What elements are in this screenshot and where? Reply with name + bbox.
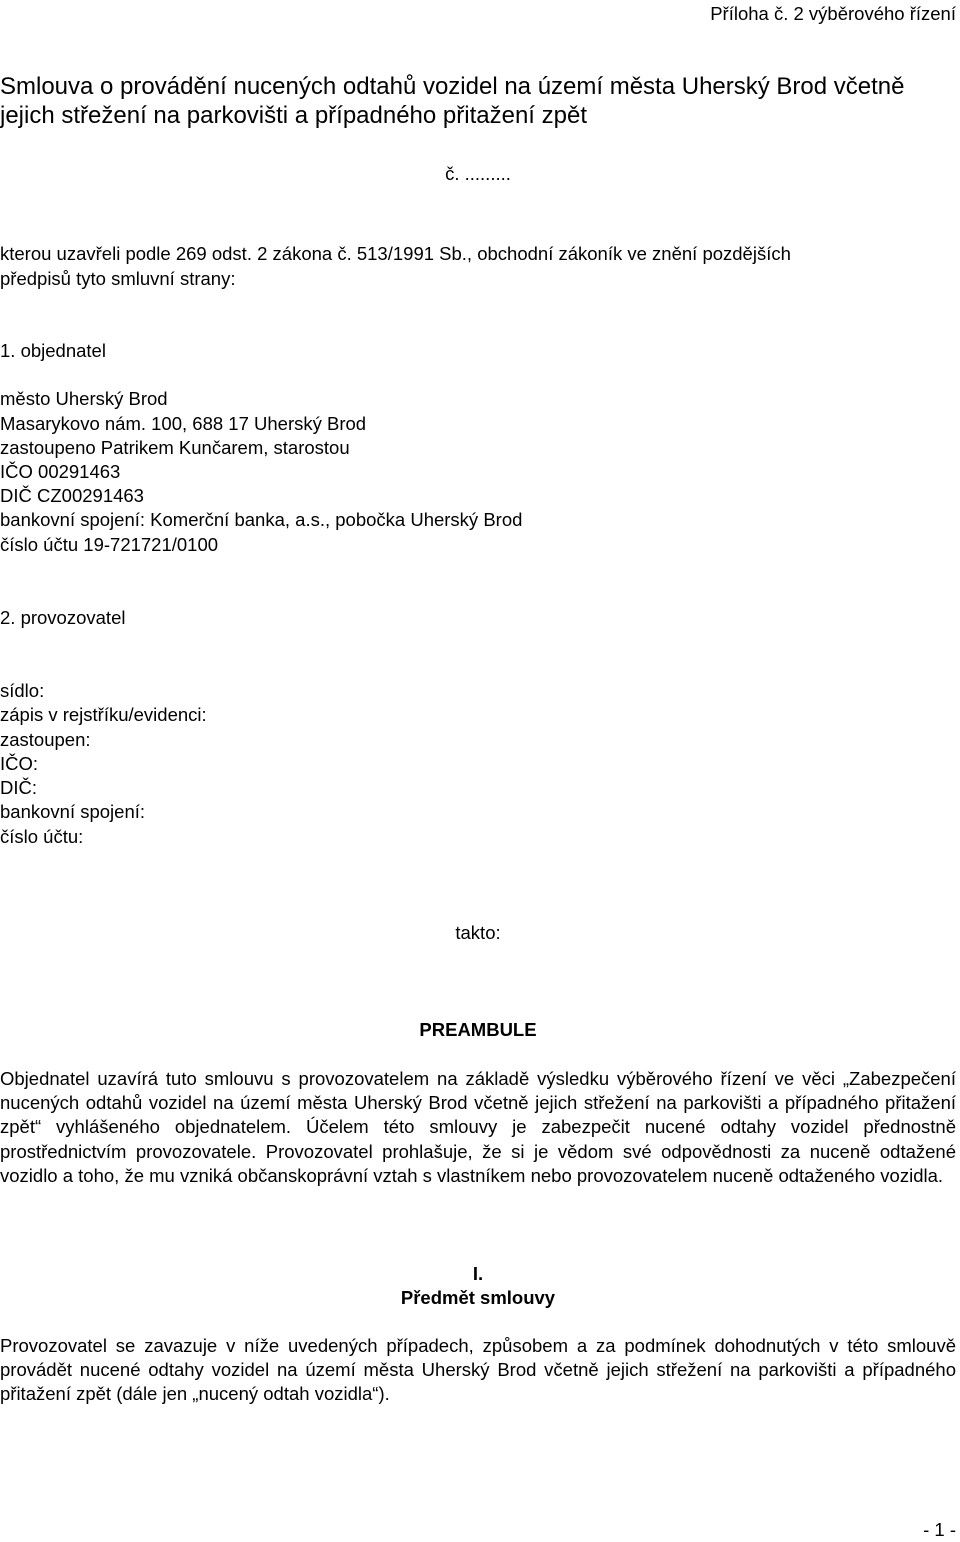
- title-line-2: jejich střežení na parkovišti a případného přitažení zpět: [0, 102, 588, 129]
- party1-line: DIČ CZ00291463: [0, 485, 144, 506]
- preamble-heading: PREAMBULE: [419, 1019, 537, 1040]
- page-number: - 1 -: [923, 1519, 956, 1540]
- title-line-1: Smlouva o provádění nucených odtahů vozidel na území města Uherský Brod včetně: [0, 73, 905, 100]
- party1-line: bankovní spojení: Komerční banka, a.s., pobočka Uherský Brod: [0, 509, 523, 530]
- intro-line-1: kterou uzavřeli podle 269 odst. 2 zákona č. 513/1991 Sb., obchodní zákoník ve znění pozdějších: [0, 243, 791, 264]
- party1-line: zastoupeno Patrikem Kunčarem, starostou: [0, 437, 350, 458]
- section-number: I.: [472, 1263, 484, 1284]
- party2-line: číslo účtu:: [0, 826, 84, 847]
- attachment-label: Příloha č. 2 výběrového řízení: [710, 3, 956, 24]
- party1-heading: 1. objednatel: [0, 340, 106, 361]
- intro-line-2: předpisů tyto smluvní strany:: [0, 268, 236, 289]
- preamble-text: Objednatel uzavírá tuto smlouvu s provozovatelem na základě výsledku výběrového řízení ve věci „Zabezpečení nucených odtahů vozidel na území města Uherský Brod včetně jejich střežení na parkovišti a případného přitažení zpět“ vyhlášeného objednatelem. Účelem této smlouvy je zabezpečit nucené odtahy vozidel přednostně prostřednictvím provozovatele. Provozovatel prohlašuje, že si je vědom své odpovědnosti za nuceně odtažené vozidlo a toho, že mu vzniká občanskoprávní vztah s vlastníkem nebo provozovatelem nuceně odtaženého vozidla.: [0, 1068, 956, 1186]
- party1-line: číslo účtu 19-721721/0100: [0, 534, 219, 555]
- party2-line: zápis v rejstříku/evidenci:: [0, 704, 207, 725]
- takto-label: takto:: [455, 922, 501, 943]
- party1-line: město Uherský Brod: [0, 388, 168, 409]
- party2-line: DIČ:: [0, 777, 37, 798]
- contract-number: č. .........: [445, 163, 511, 184]
- party2-heading: 2. provozovatel: [0, 607, 126, 628]
- party1-line: IČO 00291463: [0, 461, 121, 482]
- party2-line: zastoupen:: [0, 729, 91, 750]
- party2-line: bankovní spojení:: [0, 801, 146, 822]
- party2-line: IČO:: [0, 753, 39, 774]
- party2-line: sídlo:: [0, 680, 45, 701]
- section-heading: Předmět smlouvy: [400, 1287, 556, 1308]
- party1-line: Masarykovo nám. 100, 688 17 Uherský Brod: [0, 413, 367, 434]
- section-text: Provozovatel se zavazuje v níže uvedených případech, způsobem a za podmínek dohodnutých v této smlouvě provádět nucené odtahy vozidel na území města Uherský Brod včetně jejich střežení na parkovišti a případného přitažení zpět (dále jen „nucený odtah vozidla“).: [0, 1335, 956, 1405]
